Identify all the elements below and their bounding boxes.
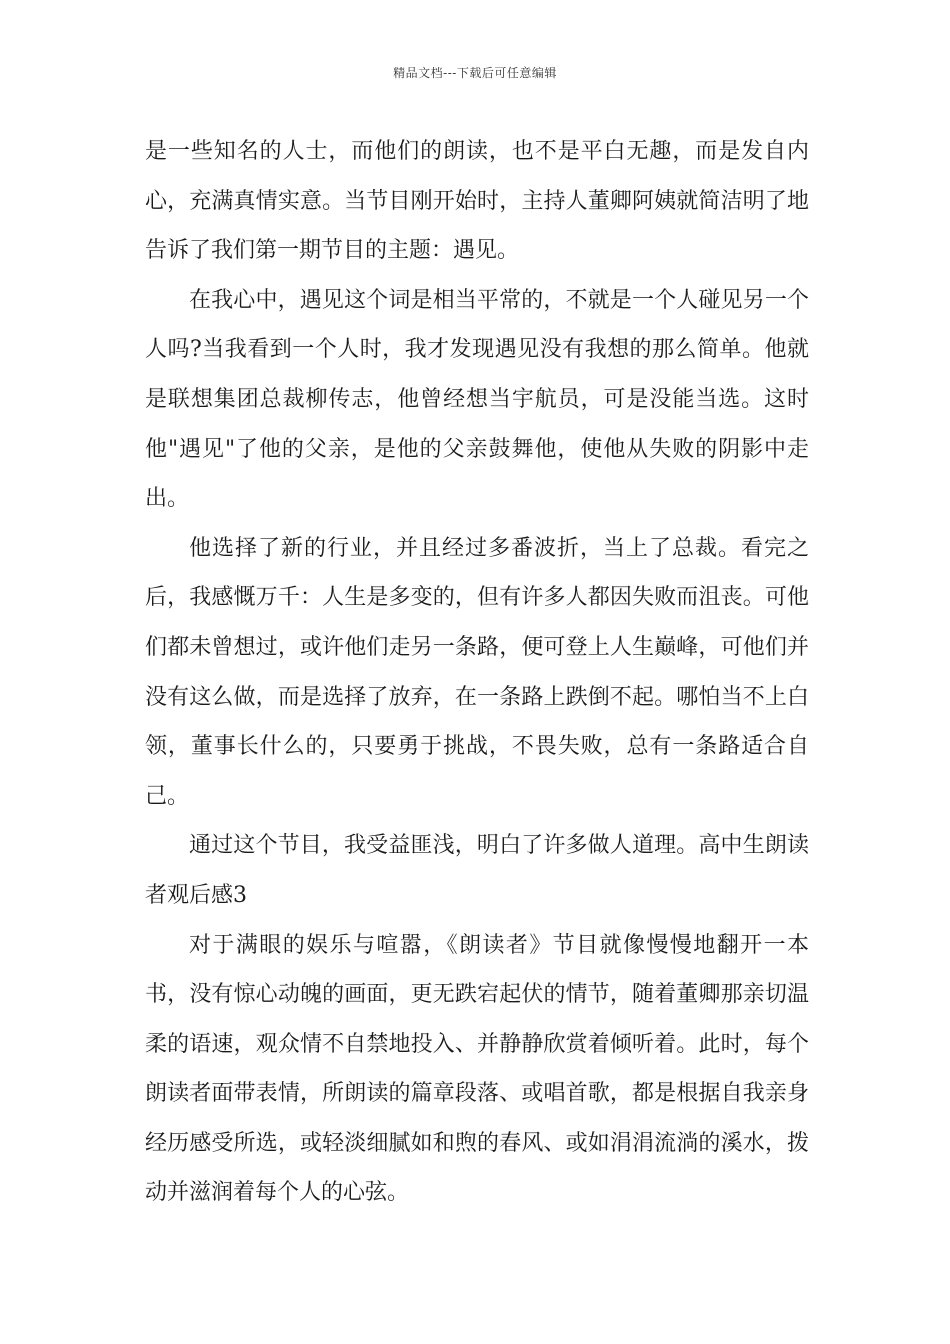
document-body [145,127,809,1218]
page-header: 精品文档---下载后可任意编辑 [393,66,557,80]
paragraph: 通过这个节目，我受益匪浅，明白了许多做人道理。高中生朗读者观后感3 [145,833,809,908]
paragraph-continuation: 是一些知名的人士，而他们的朗读，也不是平白无趣，而是发自内心，充满真情实意。当节目刚开始时，主持人董卿阿姨就简洁明了地告诉了我们第一期节目的主题：遇见。 [145,139,809,264]
paragraph: 他选择了新的行业，并且经过多番波折，当上了总裁。看完之后，我感慨万千：人生是多变的，但有许多人都因失败而沮丧。可他们都未曾想过，或许他们走另一条路，便可登上人生巅峰，可他们并没有这么做，而是选择了放弃，在一条路上跌倒不起。哪怕当不上白领，董事长什么的，只要勇于挑战，不畏失败，总有一条路适合自己。 [145,535,809,809]
paragraph: 在我心中，遇见这个词是相当平常的，不就是一个人碰见另一个人吗?当我看到一个人时，我才发现遇见没有我想的那么简单。他就是联想集团总裁柳传志，他曾经想当宇航员，可是没能当选。这时他"遇见"了他的父亲，是他的父亲鼓舞他，使他从失败的阴影中走出。 [145,287,809,512]
paragraph: 对于满眼的娱乐与喧嚣，《朗读者》节目就像慢慢地翻开一本书，没有惊心动魄的画面，更无跌宕起伏的情节，随着董卿那亲切温柔的语速，观众情不自禁地投入、并静静欣赏着倾听着。此时，每个朗读者面带表情，所朗读的篇章段落、或唱首歌，都是根据自我亲身经历感受所选，或轻淡细腻如和煦的春风、或如涓涓流淌的溪水，拨动并滋润着每个人的心弦。 [145,932,809,1206]
